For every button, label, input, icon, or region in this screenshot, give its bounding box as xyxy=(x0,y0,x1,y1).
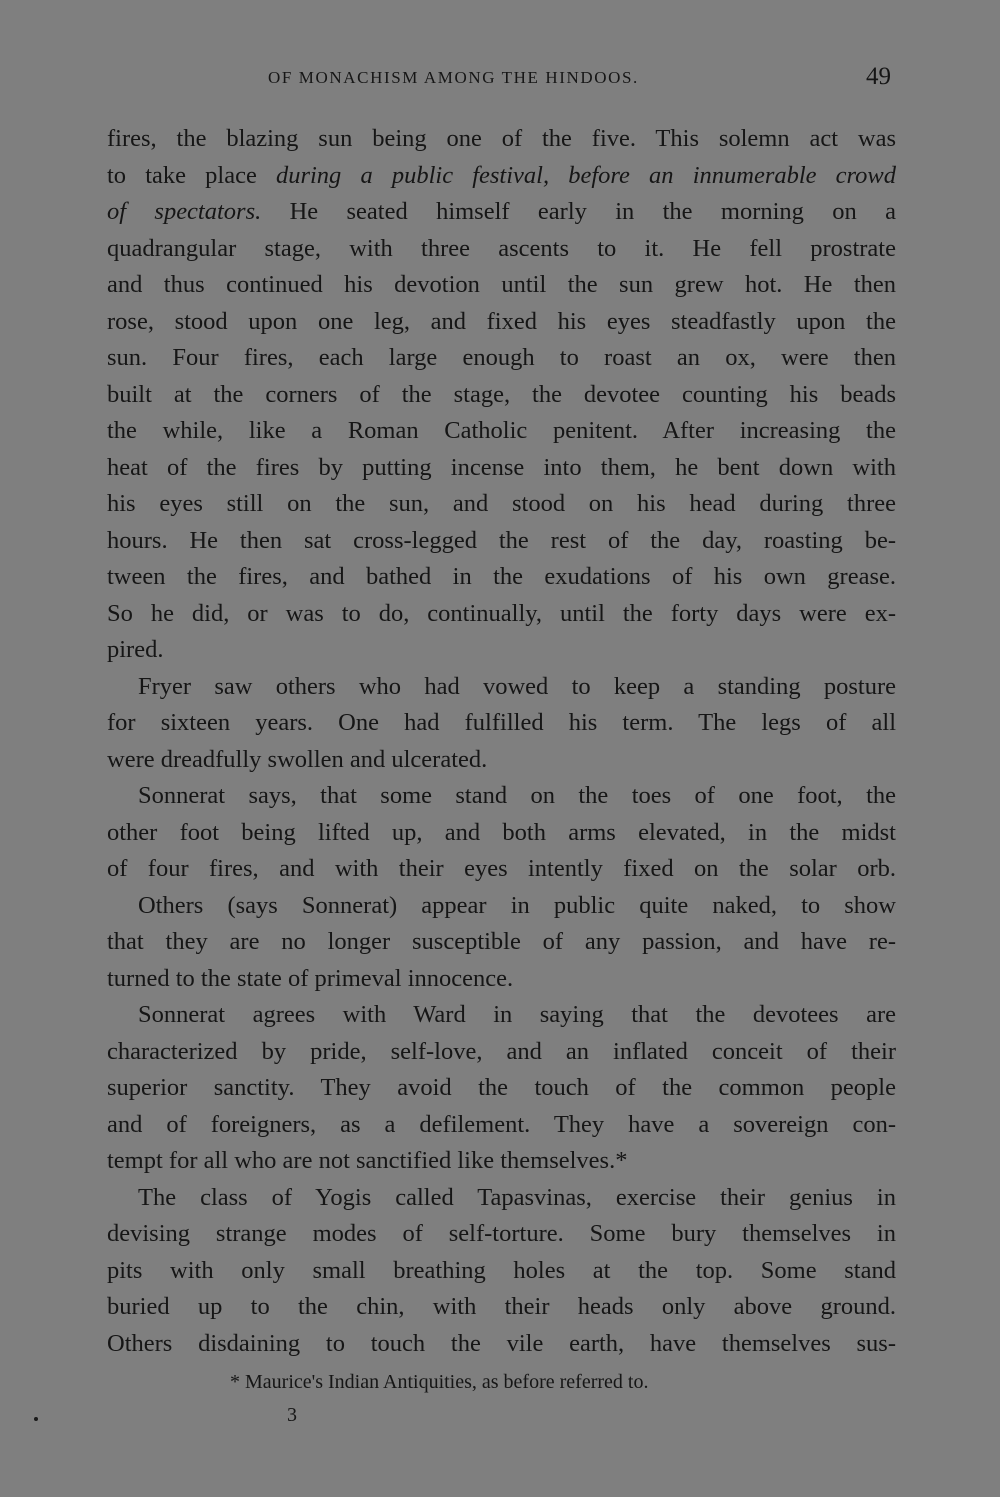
text-line: pired. xyxy=(107,636,164,663)
text-line: Fryer saw others who had vowed to keep a standing posture xyxy=(138,672,896,700)
text-line: of four fires, and with their eyes intently fixed on the solar orb. xyxy=(107,855,896,882)
text-line: Sonnerat agrees with Ward in saying that the devotees are xyxy=(138,1001,896,1028)
text-line: his eyes still on the sun, and stood on his head during three xyxy=(107,490,896,517)
signature-mark: 3 xyxy=(287,1404,297,1426)
text-line xyxy=(107,158,896,195)
text-line: Others disdaining to touch the vile earth, have themselves sus- xyxy=(107,1329,896,1357)
body-text xyxy=(107,121,896,1362)
text-line: rose, stood upon one leg, and fixed his eyes steadfastly upon the xyxy=(107,307,896,335)
text-line: heat of the fires by putting incense into them, he bent down with xyxy=(107,453,896,481)
text-line: sun. Four fires, each large enough to roast an ox, were then xyxy=(107,344,896,371)
text-line: The class of Yogis called Tapasvinas, exercise their genius in xyxy=(138,1183,896,1211)
text-line: built at the corners of the stage, the devotee counting his beads xyxy=(107,380,896,408)
text-run: He seated himself early in the morning on a xyxy=(261,198,896,225)
italic-phrase: during a public festival, before an innumerable crowd xyxy=(275,161,897,189)
text-line xyxy=(107,194,896,231)
text-line: So he did, or was to do, continually, until the forty days were ex- xyxy=(107,599,896,627)
footnote: * Maurice's Indian Antiquities, as before referred to. xyxy=(230,1371,649,1393)
text-line: tween the fires, and bathed in the exudations of his own grease. xyxy=(107,563,896,590)
text-line: devising strange modes of self-torture. Some bury themselves in xyxy=(107,1220,896,1247)
page-number: 49 xyxy=(866,63,891,90)
text-line: quadrangular stage, with three ascents to it. He fell prostrate xyxy=(107,234,896,262)
text-line: buried up to the chin, with their heads only above ground. xyxy=(107,1293,896,1320)
text-line: that they are no longer susceptible of any passion, and have re- xyxy=(107,928,896,955)
ink-speck xyxy=(34,1417,38,1421)
text-line: the while, like a Roman Catholic penitent. After increasing the xyxy=(107,417,896,444)
text-run: to take place xyxy=(107,161,276,189)
text-line: for sixteen years. One had fulfilled his term. The legs of all xyxy=(107,709,896,736)
text-line: Sonnerat says, that some stand on the toes of one foot, the xyxy=(138,782,896,809)
text-line: turned to the state of primeval innocence. xyxy=(107,964,514,992)
text-line: and of foreigners, as a defilement. They have a sovereign con- xyxy=(107,1110,896,1138)
text-line: pits with only small breathing holes at the top. Some stand xyxy=(107,1256,896,1284)
text-line: characterized by pride, self-love, and an inflated conceit of their xyxy=(107,1037,896,1065)
text-line: tempt for all who are not sanctified like themselves.* xyxy=(107,1147,628,1174)
text-line: hours. He then sat cross-legged the rest of the day, roasting be- xyxy=(107,526,896,554)
text-line: and thus continued his devotion until the sun grew hot. He then xyxy=(107,271,896,298)
text-line: were dreadfully swollen and ulcerated. xyxy=(107,745,488,773)
text-line: fires, the blazing sun being one of the five. This solemn act was xyxy=(107,125,896,152)
text-line: superior sanctity. They avoid the touch of the common people xyxy=(107,1074,896,1101)
running-title: OF MONACHISM AMONG THE HINDOOS. xyxy=(268,68,639,87)
italic-phrase: of spectators. xyxy=(107,198,262,225)
text-line: other foot being lifted up, and both arms elevated, in the midst xyxy=(107,818,896,846)
text-line: Others (says Sonnerat) appear in public quite naked, to show xyxy=(138,891,896,919)
